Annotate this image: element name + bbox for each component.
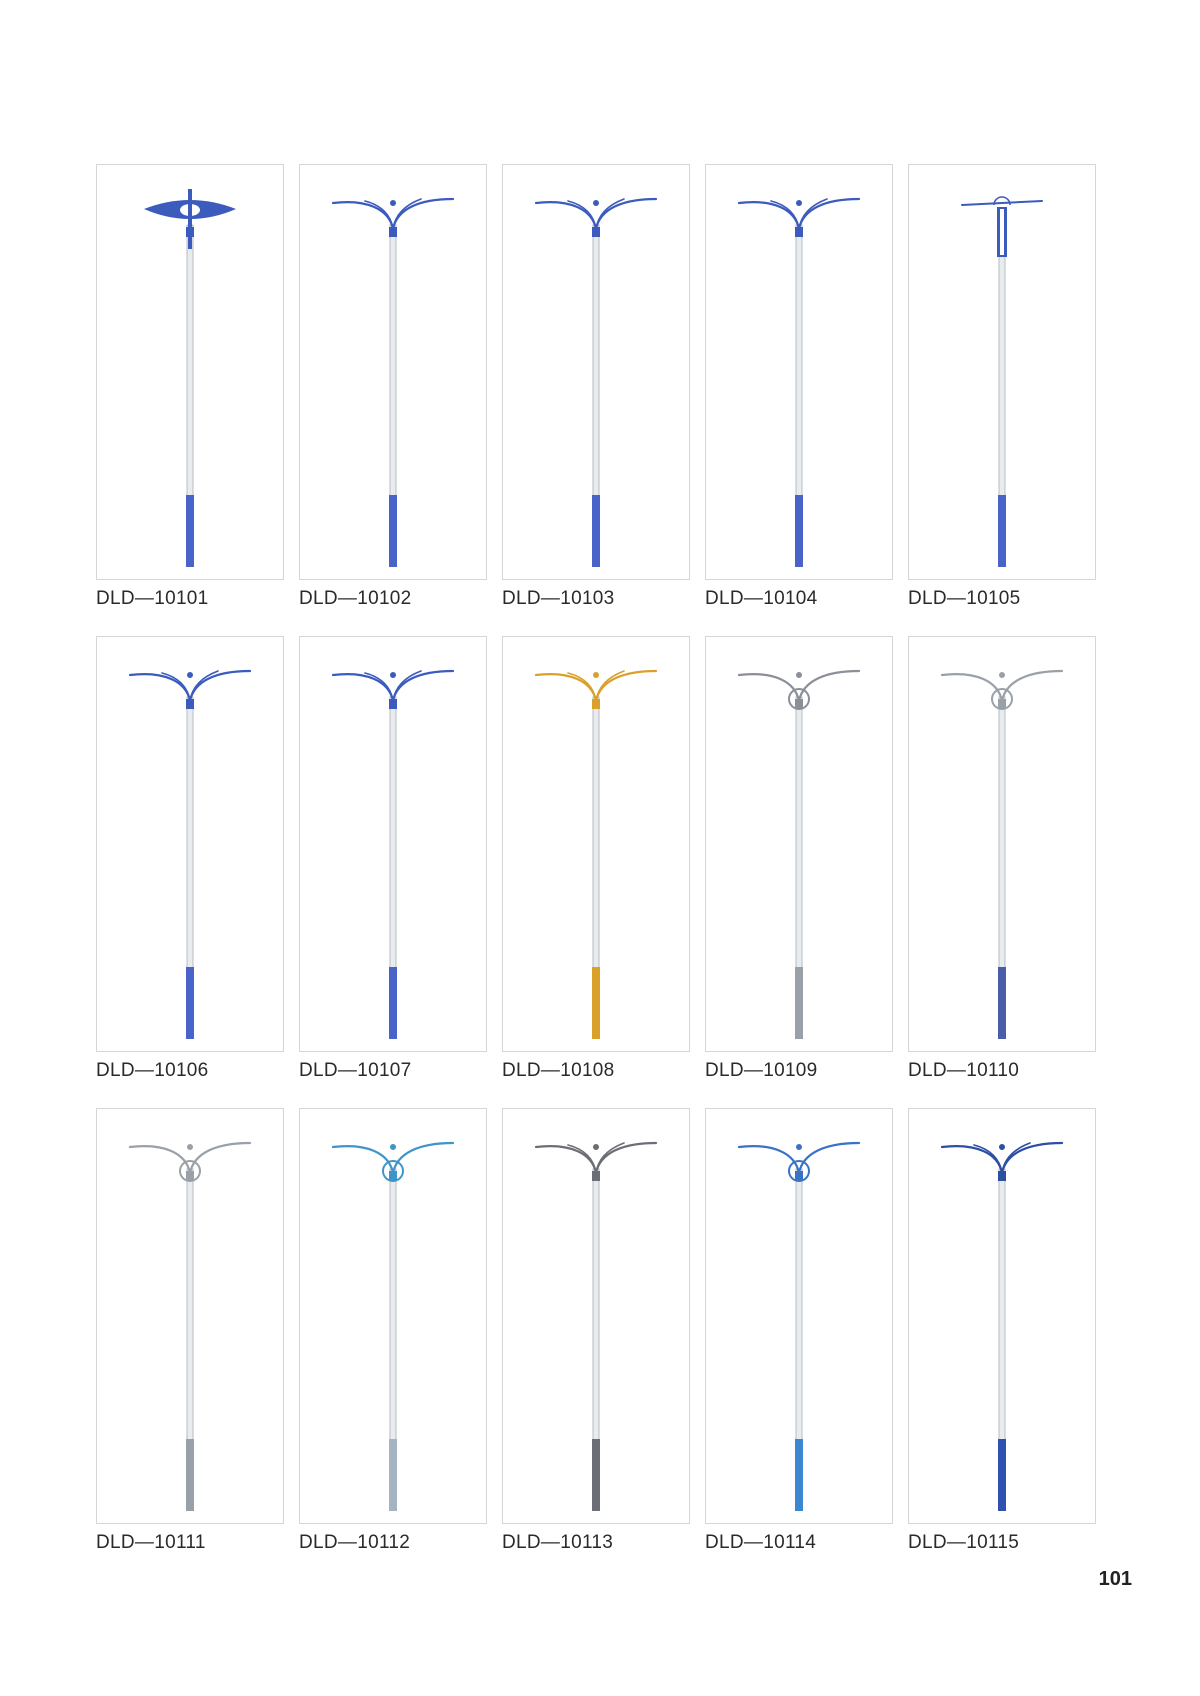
product-image-frame xyxy=(908,636,1096,1052)
product-image-frame xyxy=(299,636,487,1052)
product-card xyxy=(908,636,1096,1082)
product-code: DLD—10102 xyxy=(299,588,412,609)
street-lamp-pole-illustration xyxy=(706,1109,892,1523)
product-card xyxy=(502,636,690,1082)
lamp-arm xyxy=(333,674,393,701)
product-code: DLD—10101 xyxy=(96,588,209,609)
street-lamp-pole-illustration xyxy=(97,165,283,579)
pole-base xyxy=(186,495,194,567)
pole-finial xyxy=(593,1144,599,1150)
pole-base xyxy=(186,967,194,1039)
product-code: DLD—10111 xyxy=(96,1532,206,1553)
product-image-frame xyxy=(96,164,284,580)
pole-base xyxy=(389,1439,397,1511)
product-image-frame xyxy=(96,1108,284,1524)
product-card xyxy=(908,1108,1096,1554)
lamp-arm xyxy=(333,202,393,229)
product-code: DLD—10113 xyxy=(502,1532,614,1553)
pole-base xyxy=(592,1439,600,1511)
street-lamp-pole-illustration xyxy=(300,165,486,579)
pole-finial xyxy=(187,1144,193,1150)
product-code: DLD—10106 xyxy=(96,1060,209,1081)
pole-base xyxy=(389,495,397,567)
product-card xyxy=(502,164,690,610)
product-code: DLD—10115 xyxy=(908,1532,1020,1553)
pole-base xyxy=(998,967,1006,1039)
street-lamp-pole-illustration xyxy=(97,637,283,1051)
product-image-frame xyxy=(705,636,893,1052)
lamp-arm xyxy=(962,201,1042,205)
lamp-arm xyxy=(393,199,453,229)
product-card xyxy=(908,164,1096,610)
product-image-frame xyxy=(299,164,487,580)
pole-finial xyxy=(999,672,1005,678)
lamp-arm xyxy=(190,671,250,701)
lamp-arm xyxy=(1002,1143,1062,1173)
product-image-frame xyxy=(502,1108,690,1524)
product-card xyxy=(705,164,893,610)
product-card xyxy=(705,1108,893,1554)
product-card xyxy=(96,636,284,1082)
lamp-arm xyxy=(536,1146,596,1173)
product-card xyxy=(299,1108,487,1554)
street-lamp-pole-illustration xyxy=(97,1109,283,1523)
pole-finial xyxy=(390,200,396,206)
pole-top-slot xyxy=(1000,209,1004,255)
product-code: DLD—10109 xyxy=(705,1060,818,1081)
street-lamp-pole-illustration xyxy=(706,637,892,1051)
product-code: DLD—10105 xyxy=(908,588,1021,609)
pole-base xyxy=(795,495,803,567)
pole-finial xyxy=(796,200,802,206)
product-image-frame xyxy=(705,1108,893,1524)
lamp-arm xyxy=(596,199,656,229)
product-card xyxy=(299,636,487,1082)
pole-finial xyxy=(187,672,193,678)
product-image-frame xyxy=(502,636,690,1052)
product-image-frame xyxy=(96,636,284,1052)
pole-base xyxy=(592,495,600,567)
lamp-arm xyxy=(536,674,596,701)
product-code: DLD—10103 xyxy=(502,588,615,609)
product-code: DLD—10112 xyxy=(299,1532,411,1553)
pole-base xyxy=(795,1439,803,1511)
pole-finial xyxy=(390,672,396,678)
product-image-frame xyxy=(705,164,893,580)
lamp-arm xyxy=(739,202,799,229)
pole-finial xyxy=(593,672,599,678)
street-lamp-pole-illustration xyxy=(909,637,1095,1051)
street-lamp-pole-illustration xyxy=(503,1109,689,1523)
lamp-arm xyxy=(393,671,453,701)
product-card xyxy=(299,164,487,610)
product-code: DLD—10110 xyxy=(908,1060,1020,1081)
pole-finial xyxy=(390,1144,396,1150)
product-card xyxy=(96,1108,284,1554)
product-image-frame xyxy=(908,164,1096,580)
product-grid xyxy=(96,164,1112,1604)
product-card xyxy=(502,1108,690,1554)
lamp-arm xyxy=(130,674,190,701)
product-card xyxy=(705,636,893,1082)
pole-top xyxy=(188,189,192,249)
product-image-frame xyxy=(299,1108,487,1524)
street-lamp-pole-illustration xyxy=(300,637,486,1051)
pole-base xyxy=(389,967,397,1039)
street-lamp-pole-illustration xyxy=(503,637,689,1051)
product-card xyxy=(96,164,284,610)
product-code: DLD—10104 xyxy=(705,588,818,609)
pole-base xyxy=(795,967,803,1039)
street-lamp-pole-illustration xyxy=(300,1109,486,1523)
pole-base xyxy=(998,495,1006,567)
pole-finial xyxy=(593,200,599,206)
pole-base xyxy=(592,967,600,1039)
product-code: DLD—10114 xyxy=(705,1532,817,1553)
lamp-arm xyxy=(596,1143,656,1173)
lamp-arm xyxy=(596,671,656,701)
street-lamp-pole-illustration xyxy=(909,1109,1095,1523)
product-image-frame xyxy=(908,1108,1096,1524)
street-lamp-pole-illustration xyxy=(503,165,689,579)
product-image-frame xyxy=(502,164,690,580)
pole-base xyxy=(998,1439,1006,1511)
page-number: 101 xyxy=(1098,1568,1132,1590)
street-lamp-pole-illustration xyxy=(909,165,1095,579)
product-code: DLD—10107 xyxy=(299,1060,412,1081)
pole-finial xyxy=(999,1144,1005,1150)
lamp-arm xyxy=(536,202,596,229)
lamp-arm xyxy=(799,199,859,229)
pole-finial xyxy=(796,1144,802,1150)
lamp-arm xyxy=(942,1146,1002,1173)
product-code: DLD—10108 xyxy=(502,1060,615,1081)
street-lamp-pole-illustration xyxy=(706,165,892,579)
pole-base xyxy=(186,1439,194,1511)
pole-finial xyxy=(796,672,802,678)
